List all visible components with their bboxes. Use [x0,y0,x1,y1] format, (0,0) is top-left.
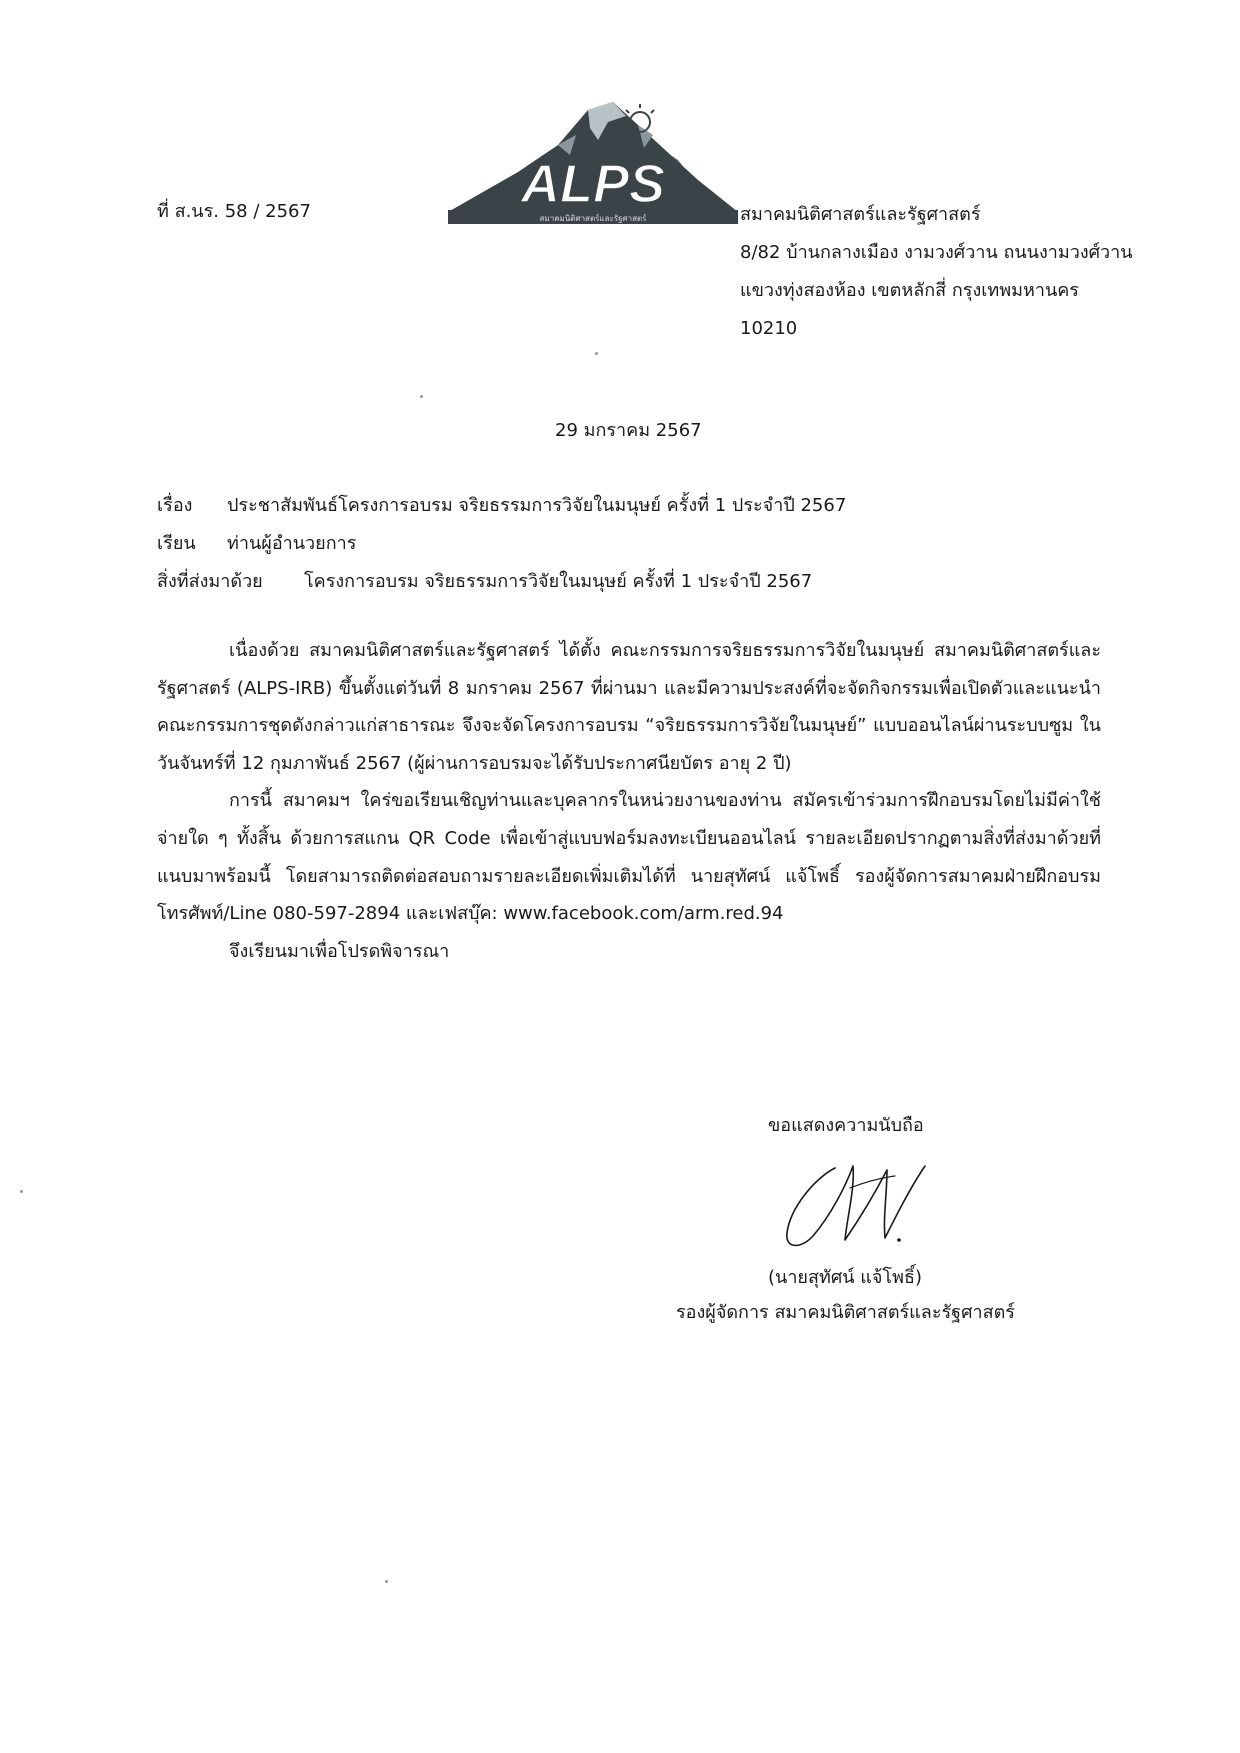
scan-speck [420,395,423,398]
address-line: สมาคมนิติศาสตร์และรัฐศาสตร์ [740,204,981,225]
scan-speck [385,1580,388,1583]
sign-off: ขอแสดงความนับถือ [768,1115,924,1136]
signer-title: รองผู้จัดการ สมาคมนิติศาสตร์และรัฐศาสตร์ [676,1302,1015,1323]
address-line: แขวงทุ่งสองห้อง เขตหลักสี่ กรุงเทพมหานคร [740,280,1079,301]
subject-row [157,487,846,525]
letter-body [157,632,1101,970]
recipient-row [157,525,846,563]
alps-logo [448,100,738,235]
logo-subtitle: สมาคมนิติศาสตร์และรัฐศาสตร์ [539,214,647,223]
enclosure-value: โครงการอบรม จริยธรรมการวิจัยในมนุษย์ ครั้งที่ 1 ประจำปี 2567 [304,571,813,592]
scan-speck [20,1190,23,1193]
address-line: 8/82 บ้านกลางเมือง งามวงศ์วาน ถนนงามวงศ์วาน [740,242,1133,263]
body-paragraph: เนื่องด้วย สมาคมนิติศาสตร์และรัฐศาสตร์ ได้ตั้ง คณะกรรมการจริยธรรมการวิจัยในมนุษย์ สมาคมนิติศาสตร์และรัฐศาสตร์ (ALPS-IRB) ขึ้นตั้งแต่วันที่ 8 มกราคม 2567 ที่ผ่านมา และมีความประสงค์ที่จะจัดกิจกรรมเพื่อเปิดตัวและแนะนำคณะกรรมการชุดดังกล่าวแก่สาธารณะ จึงจะจัดโครงการอบรม “จริยธรรมการวิจัยในมนุษย์” แบบออนไลน์ผ่านระบบซูม ในวันจันทร์ที่ 12 กุมภาพันธ์ 2567 (ผู้ผ่านการอบรมจะได้รับประกาศนียบัตร อายุ 2 ปี) [157,640,1101,774]
signer-name: (นายสุทัศน์ แจ้โพธิ์) [768,1267,922,1288]
recipient-value: ท่านผู้อำนวยการ [227,533,357,554]
sender-address [740,196,1133,348]
scan-speck [595,352,598,355]
enclosure-row [157,563,846,601]
letter-meta [157,487,846,601]
address-line: 10210 [740,318,798,339]
reference-number: ที่ ส.นร. 58 / 2567 [157,201,311,222]
recipient-label: เรียน [157,533,196,554]
logo-text: ALPS [520,154,666,214]
subject-label: เรื่อง [157,495,193,516]
body-paragraph: การนี้ สมาคมฯ ใคร่ขอเรียนเชิญท่านและบุคลากรในหน่วยงานของท่าน สมัครเข้าร่วมการฝึกอบรมโดยไม่มีค่าใช้จ่ายใด ๆ ทั้งสิ้น ด้วยการสแกน QR Code เพื่อเข้าสู่แบบฟอร์มลงทะเบียนออนไลน์ รายละเอียดปรากฏตามสิ่งที่ส่งมาด้วยที่แนบมาพร้อมนี้ โดยสามารถติดต่อสอบถามรายละเอียดเพิ่มเติมได้ที่ นายสุทัศน์ แจ้โพธิ์ รองผู้จัดการสมาคมฝ่ายฝึกอบรม โทรศัพท์/Line 080-597-2894 และเฟสบุ๊ค: www.facebook.com/arm.red.94 [157,790,1101,925]
letter-date: 29 มกราคม 2567 [555,420,702,441]
enclosure-label: สิ่งที่ส่งมาด้วย [157,571,263,592]
subject-value: ประชาสัมพันธ์โครงการอบรม จริยธรรมการวิจัยในมนุษย์ ครั้งที่ 1 ประจำปี 2567 [227,495,847,516]
handwritten-signature [775,1148,945,1258]
closing-line: จึงเรียนมาเพื่อโปรดพิจารณา [229,940,450,962]
